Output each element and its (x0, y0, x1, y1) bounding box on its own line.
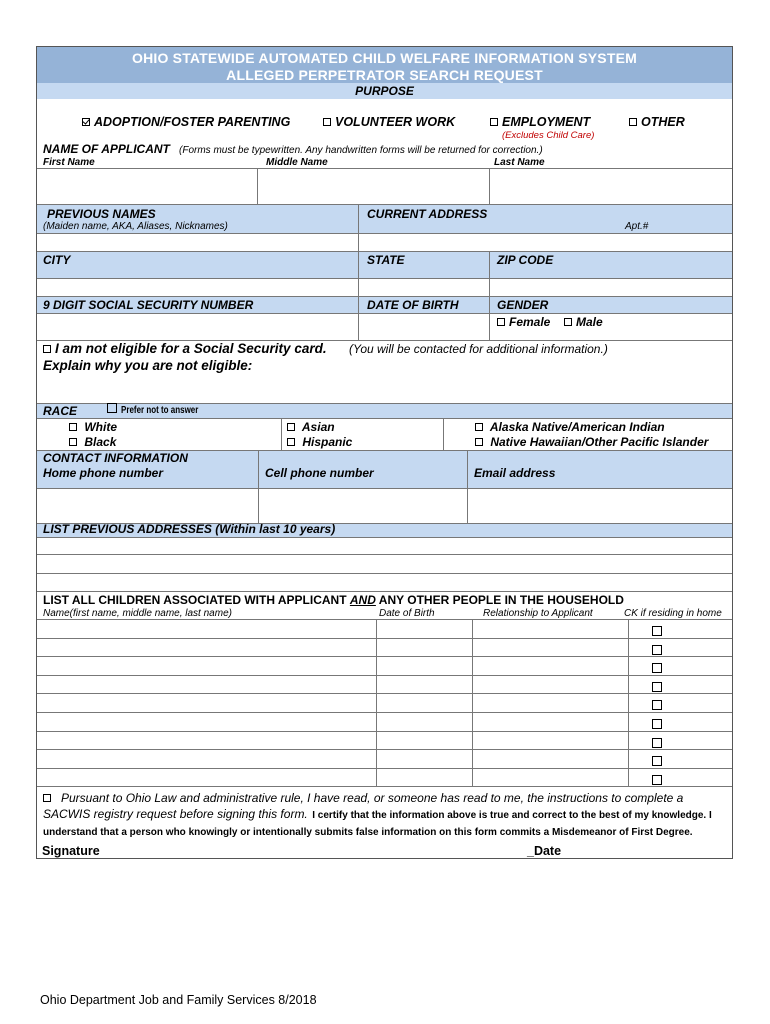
first-name-field[interactable] (37, 169, 257, 204)
checkbox-icon[interactable] (652, 626, 662, 636)
child-relationship-field[interactable] (473, 694, 629, 712)
employment-note: (Excludes Child Care) (502, 130, 595, 141)
last-name-field[interactable] (490, 169, 732, 204)
checkbox-checked-icon[interactable] (82, 118, 90, 126)
previous-address-row[interactable] (37, 538, 732, 554)
checkbox-icon[interactable] (287, 423, 295, 431)
checkbox-icon[interactable] (475, 438, 483, 446)
checkbox-icon[interactable] (629, 118, 637, 126)
ssn-ineligible-option[interactable]: I am not eligible for a Social Security card. (43, 341, 327, 356)
search-request-form (36, 46, 733, 859)
explain-ineligible-field[interactable] (37, 375, 732, 403)
home-phone-label: Home phone number (43, 466, 164, 480)
child-name-field[interactable] (37, 750, 376, 768)
children-heading: LIST ALL CHILDREN ASSOCIATED WITH APPLICANT AND ANY OTHER PEOPLE IN THE HOUSEHOLD (43, 593, 624, 607)
child-relationship-field[interactable] (473, 657, 629, 675)
purpose-option-volunteer[interactable]: VOLUNTEER WORK (323, 115, 455, 129)
race-option-black[interactable]: Black (69, 435, 116, 449)
child-name-field[interactable] (37, 639, 376, 657)
form-title-line1: OHIO STATEWIDE AUTOMATED CHILD WELFARE INFORMATION SYSTEM (131, 50, 637, 66)
race-option-native-hawaiian[interactable]: Native Hawaiian/Other Pacific Islander (475, 435, 708, 449)
typewritten-note: (Forms must be typewritten. Any handwritten forms will be returned for correction.) (179, 145, 543, 156)
child-dob-field[interactable] (377, 769, 472, 787)
checkbox-icon[interactable] (652, 719, 662, 729)
ssn-ineligible-note: (You will be contacted for additional information.) (349, 342, 608, 356)
first-name-label: First Name (43, 157, 95, 168)
dob-field[interactable] (359, 314, 488, 340)
child-name-field[interactable] (37, 732, 376, 750)
purpose-heading: PURPOSE (355, 84, 414, 98)
checkbox-icon[interactable] (652, 738, 662, 748)
checkbox-icon[interactable] (43, 345, 51, 353)
cell-phone-label: Cell phone number (265, 466, 374, 480)
checkbox-icon[interactable] (652, 775, 662, 785)
checkbox-icon[interactable] (323, 118, 331, 126)
city-field[interactable] (37, 279, 357, 296)
checkbox-icon[interactable] (652, 645, 662, 655)
child-relationship-field[interactable] (473, 676, 629, 694)
col-name-header: Name(first name, middle name, last name) (43, 608, 232, 619)
child-dob-field[interactable] (377, 750, 472, 768)
zip-field[interactable] (490, 279, 732, 296)
race-prefer-not-option[interactable]: Prefer not to answer (107, 403, 218, 416)
checkbox-icon[interactable] (652, 682, 662, 692)
last-name-label: Last Name (494, 157, 545, 168)
child-relationship-field[interactable] (473, 732, 629, 750)
previous-names-hint: (Maiden name, AKA, Aliases, Nicknames) (43, 221, 228, 232)
date-label: _Date (527, 844, 562, 858)
child-name-field[interactable] (37, 769, 376, 787)
child-name-field[interactable] (37, 620, 376, 638)
checkbox-icon[interactable] (497, 318, 505, 326)
race-option-asian[interactable]: Asian (287, 420, 335, 434)
checkbox-icon[interactable] (107, 403, 117, 413)
dob-label: DATE OF BIRTH (367, 298, 459, 312)
child-dob-field[interactable] (377, 639, 472, 657)
col-dob-header: Date of Birth (379, 608, 435, 619)
race-label: RACE (43, 404, 78, 418)
home-phone-field[interactable] (37, 489, 257, 523)
purpose-option-other[interactable]: OTHER (629, 115, 685, 129)
city-label: CITY (43, 253, 71, 267)
child-relationship-field[interactable] (473, 769, 629, 787)
applicant-name-label: NAME OF APPLICANT (43, 142, 170, 156)
checkbox-icon[interactable] (652, 663, 662, 673)
checkbox-icon[interactable] (490, 118, 498, 126)
purpose-option-employment[interactable]: EMPLOYMENT (490, 115, 590, 129)
col-residing-header: CK if residing in home (624, 608, 722, 619)
zip-label: ZIP CODE (497, 253, 554, 267)
col-relationship-header: Relationship to Applicant (483, 608, 593, 619)
contact-info-label: CONTACT INFORMATION (43, 451, 188, 465)
checkbox-icon[interactable] (564, 318, 572, 326)
middle-name-label: Middle Name (266, 157, 328, 168)
signature-label: Signature (42, 844, 100, 858)
ssn-label: 9 DIGIT SOCIAL SECURITY NUMBER (43, 298, 254, 312)
child-relationship-field[interactable] (473, 639, 629, 657)
checkbox-icon[interactable] (43, 794, 51, 802)
email-field[interactable] (468, 489, 732, 523)
child-relationship-field[interactable] (473, 713, 629, 731)
child-dob-field[interactable] (377, 657, 472, 675)
child-dob-field[interactable] (377, 676, 472, 694)
checkbox-icon[interactable] (652, 700, 662, 710)
checkbox-icon[interactable] (475, 423, 483, 431)
child-name-field[interactable] (37, 657, 376, 675)
checkbox-icon[interactable] (287, 438, 295, 446)
email-label: Email address (474, 466, 556, 480)
checkbox-icon[interactable] (69, 438, 77, 446)
checkbox-icon[interactable] (69, 423, 77, 431)
form-title-line2: ALLEGED PERPETRATOR SEARCH REQUEST (226, 67, 543, 83)
gender-female-option[interactable]: Female (497, 315, 550, 329)
ssn-field[interactable] (37, 314, 357, 340)
child-dob-field[interactable] (377, 732, 472, 750)
apt-label: Apt.# (625, 221, 649, 232)
current-address-label: CURRENT ADDRESS (367, 207, 488, 221)
previous-names-field[interactable] (37, 234, 357, 251)
child-dob-field[interactable] (377, 694, 472, 712)
child-name-field[interactable] (37, 713, 376, 731)
gender-label: GENDER (497, 298, 549, 312)
child-relationship-field[interactable] (473, 620, 629, 638)
previous-names-label: PREVIOUS NAMES (47, 207, 156, 221)
race-option-white[interactable]: White (69, 420, 117, 434)
middle-name-field[interactable] (258, 169, 489, 204)
cell-phone-field[interactable] (259, 489, 466, 523)
checkbox-icon[interactable] (652, 756, 662, 766)
state-label: STATE (367, 253, 405, 267)
race-option-alaska-native[interactable]: Alaska Native/American Indian (475, 420, 665, 434)
previous-address-row[interactable] (37, 574, 732, 591)
gender-male-option[interactable]: Male (564, 315, 603, 329)
explain-ineligible-label: Explain why you are not eligible: (43, 358, 253, 373)
state-field[interactable] (359, 279, 488, 296)
child-name-field[interactable] (37, 676, 376, 694)
race-option-hispanic[interactable]: Hispanic (287, 435, 352, 449)
current-address-field[interactable] (359, 234, 732, 251)
child-name-field[interactable] (37, 694, 376, 712)
child-relationship-field[interactable] (473, 750, 629, 768)
previous-addresses-label: LIST PREVIOUS ADDRESSES (Within last 10 years) (43, 522, 336, 536)
footer-text: Ohio Department Job and Family Services 8/2018 (40, 993, 317, 1007)
purpose-option-adoption[interactable]: ADOPTION/FOSTER PARENTING (82, 115, 290, 129)
previous-address-row[interactable] (37, 555, 732, 573)
certification-text: Pursuant to Ohio Law and administrative rule, I have read, or someone has read to me, the instructions to complete a SACWIS registry request before signing this form. I certify that the information above is true and correct to the best of my knowledge. I understand that a person who knowingly or intentionally submits false information on this form commits a Misdemeanor of First Degree. (43, 791, 712, 838)
child-dob-field[interactable] (377, 713, 472, 731)
child-dob-field[interactable] (377, 620, 472, 638)
